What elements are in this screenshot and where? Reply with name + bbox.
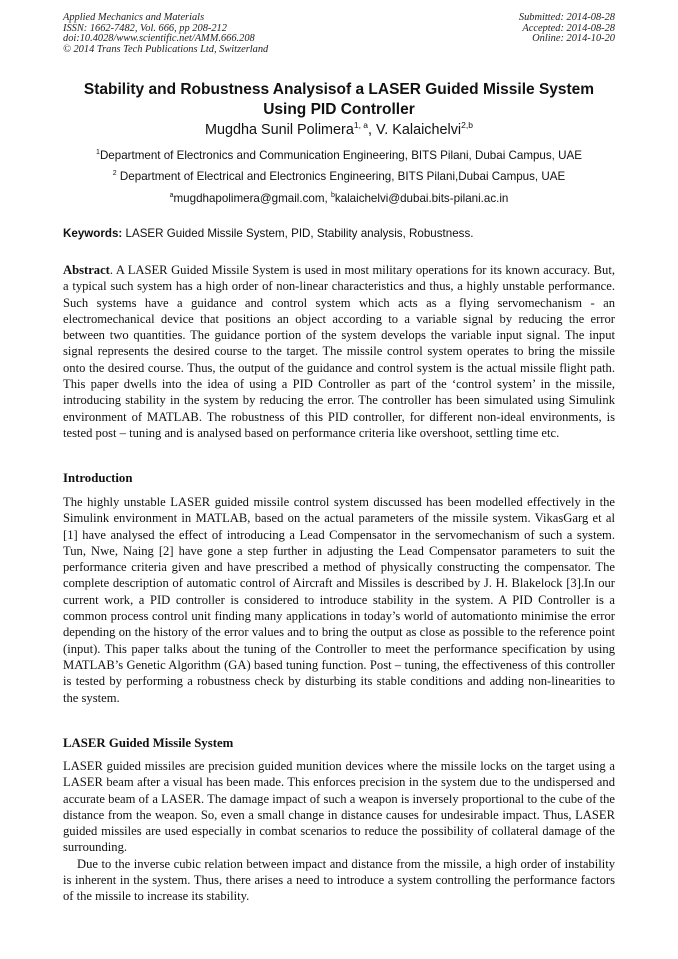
paragraph: LASER guided missiles are precision guided munition devices where the missile locks on the target using a LASER beam after a visual has been made. This enforces precision in the system due to the undispersed and accurate beam of a LASER. The damage impact of such a weapon is inversely proportional to the cube of the distance from the weapon. So, even a small change in distance causes for undesirable impact. Thus, LASER guided missiles are used especially in combat scenarios to reduce the possibility of collateral damage of the surrounding. xyxy=(63,759,615,855)
journal-name: Applied Mechanics and Materials xyxy=(63,12,205,23)
section-body-introduction xyxy=(63,494,615,706)
email-link[interactable]: mugdhapolimera@gmail.com xyxy=(173,192,325,205)
journal-issn: ISSN: 1662-7482, Vol. 666, pp 208-212 xyxy=(63,22,227,34)
journal-doi: doi:10.4028/www.scientific.net/AMM.666.208 xyxy=(63,33,255,45)
paragraph: The highly unstable LASER guided missile control system discussed has been modelled effectively in the Simulink environment in MATLAB, based on the actual parameters of the missile system. VikasGarg et al [1] have analysed the effect of introducing a Lead Compensator in the servomechanism of such a system. Tun, Nwe, Naing [2] have gone a step further in adjusting the Lead Compensator parameters to suit the performance criteria given and have prescribed a method of physically constructing the compensator. The complete description of automatic control of Aircraft and Missiles is described by J. H. Blakelock [3].In our current work, a PID controller is considered to introduce stability in the system. A PID Controller is a common process control unit finding many applications in today’s world of automationto minimise the error depending on the history of the error values and to bring the output as close as possible to the reference point (input). This paper talks about the tuning of the Controller to meet the performance specification by using MATLAB’s Genetic Algorithm (GA) based tuning function. Post – tuning, the effectiveness of this controller is tested by performing a robustness check by disturbing its stable conditions and adding non-linearities to the system. xyxy=(63,495,615,705)
affiliation-text: Department of Electrical and Electronics Engineering, BITS Pilani,Dubai Campus, UAE xyxy=(119,170,566,183)
affiliation-1 xyxy=(40,149,638,163)
email-marker: b xyxy=(330,192,335,199)
email-marker: a xyxy=(169,192,174,199)
section-body-laser-guided-missile-system xyxy=(63,758,615,905)
paragraph: Due to the inverse cubic relation between impact and distance from the missile, a high order of instability is inherent in the system. Thus, there arises a need to introduce a system controlling the performance factors of the missile to increase its stability. xyxy=(63,856,615,904)
date-online: Online: 2014-10-20 xyxy=(532,33,615,45)
keywords-label: Keywords: xyxy=(63,227,123,240)
title-line-2: Using PID Controller xyxy=(263,100,415,118)
publication-dates xyxy=(519,13,615,45)
journal-info xyxy=(63,13,268,55)
author-emails xyxy=(40,192,638,206)
affiliation-text: Department of Electronics and Communication Engineering, BITS Pilani, Dubai Campus, UAE xyxy=(99,149,582,162)
affiliation-2 xyxy=(40,170,638,184)
journal-copyright: © 2014 Trans Tech Publications Ltd, Switzerland xyxy=(63,43,269,55)
affiliation-marker: 2 xyxy=(112,170,117,177)
date-submitted: Submitted: 2014-08-28 xyxy=(518,12,615,23)
title-line-1: Stability and Robustness Analysisof a LASER Guided Missile System xyxy=(83,81,595,98)
abstract xyxy=(63,262,615,441)
email-separator: , xyxy=(324,192,331,205)
abstract-text: . A LASER Guided Missile System is used in most military operations for its known accuracy. But, a typical such system has a high order of non-linear characteristics and thus, a highly unstable performance. Such systems have a guidance and control system which acts as a flying servomechanism - an electromechanical device that positions an object according to a variable signal by reducing the error between two quantities. The guidance portion of the system develops the variable input signal. The input signal represents the desired course to the target. The missile control system operates to bring the missile onto the desired course. Thus, the output of the guidance and control system is the actual missile flight path. This paper dwells into the idea of using a PID Controller as part of the ‘control system’ in the missile, introducing stability in the system by reducing the error. The controller has been simulated using Simulink environment of MATLAB. The robustness of this PID controller, for different non-ideal environments, is tested post – tuning and is analysed based on performance criteria like overshoot, settling time etc. xyxy=(63,263,615,440)
paper-title xyxy=(40,80,638,119)
email-link[interactable]: kalaichelvi@dubai.bits-pilani.ac.in xyxy=(334,192,509,205)
author-name: Mugdha Sunil Polimera xyxy=(205,122,354,138)
section-heading-laser-guided-missile-system: LASER Guided Missile System xyxy=(63,736,234,750)
section-heading-introduction: Introduction xyxy=(63,471,133,485)
author-list xyxy=(40,121,638,139)
date-accepted: Accepted: 2014-08-28 xyxy=(522,22,615,34)
author-separator: , xyxy=(368,122,377,138)
affiliation-marker: 1 xyxy=(96,149,100,156)
keywords xyxy=(63,227,473,241)
author-affiliation-marker: 1, a xyxy=(353,120,369,130)
abstract-label: Abstract xyxy=(63,263,110,277)
author-affiliation-marker: 2,b xyxy=(461,120,473,130)
author-name: V. Kalaichelvi xyxy=(376,122,462,138)
keywords-text: LASER Guided Missile System, PID, Stability analysis, Robustness. xyxy=(125,227,474,240)
